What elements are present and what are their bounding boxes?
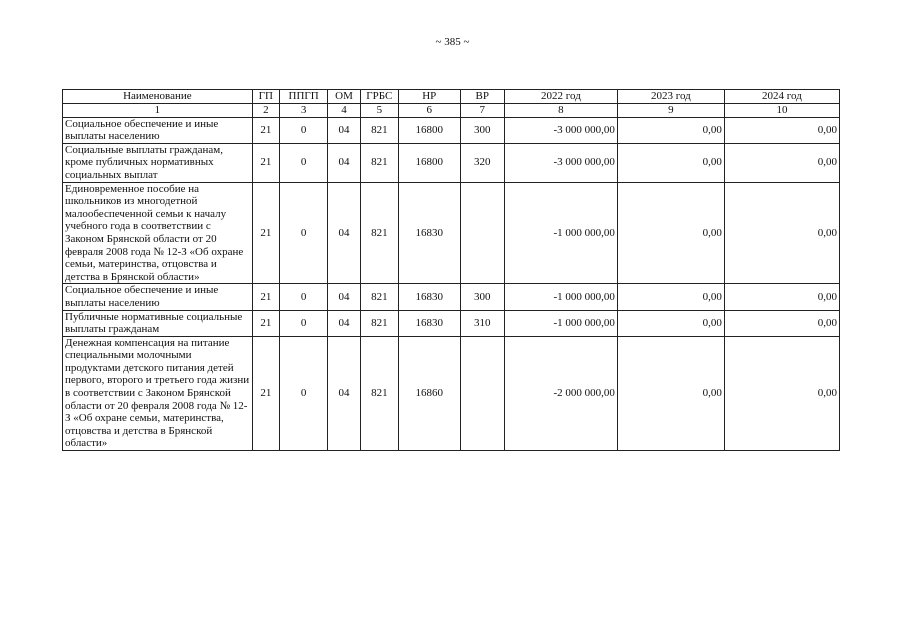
cell-2024: 0,00	[724, 117, 839, 143]
cell-2022: -1 000 000,00	[504, 182, 617, 284]
column-number: 5	[360, 104, 398, 118]
cell-gp: 21	[252, 143, 279, 182]
table-row	[63, 143, 840, 182]
cell-gp: 21	[252, 182, 279, 284]
cell-grbs: 821	[360, 336, 398, 450]
column-number: 9	[617, 104, 724, 118]
cell-gp: 21	[252, 284, 279, 310]
cell-2022: -3 000 000,00	[504, 143, 617, 182]
cell-2022: -1 000 000,00	[504, 284, 617, 310]
table-row	[63, 117, 840, 143]
header-om: ОМ	[328, 90, 360, 104]
cell-ppgp: 0	[279, 336, 327, 450]
header-grbs: ГРБС	[360, 90, 398, 104]
cell-2023: 0,00	[617, 310, 724, 336]
cell-grbs: 821	[360, 182, 398, 284]
cell-grbs: 821	[360, 143, 398, 182]
header-name: Наименование	[63, 90, 253, 104]
table-row	[63, 284, 840, 310]
cell-gp: 21	[252, 310, 279, 336]
cell-om: 04	[328, 117, 360, 143]
cell-vr	[460, 336, 504, 450]
cell-nr: 16800	[398, 143, 460, 182]
page-number: ~ 385 ~	[435, 36, 470, 48]
cell-2022: -2 000 000,00	[504, 336, 617, 450]
cell-om: 04	[328, 336, 360, 450]
cell-om: 04	[328, 182, 360, 284]
header-row	[63, 90, 840, 104]
cell-2023: 0,00	[617, 117, 724, 143]
column-number: 3	[279, 104, 327, 118]
header-2023: 2023 год	[617, 90, 724, 104]
header-vr: ВР	[460, 90, 504, 104]
cell-2023: 0,00	[617, 182, 724, 284]
cell-grbs: 821	[360, 310, 398, 336]
row-name: Денежная компенсация на питание специальными молочными продуктами детского питания детей первого, второго и третьего года жизни в соответствии с Законом Брянской области от 20 февраля 2008 года № 12-З «Об охране семьи, материнства, отцовства и детства в Брянской области»	[63, 336, 253, 450]
cell-gp: 21	[252, 117, 279, 143]
cell-ppgp: 0	[279, 117, 327, 143]
cell-2024: 0,00	[724, 336, 839, 450]
table-row	[63, 182, 840, 284]
column-number: 1	[63, 104, 253, 118]
cell-2022: -1 000 000,00	[504, 310, 617, 336]
column-number: 7	[460, 104, 504, 118]
column-number-row	[63, 104, 840, 118]
table-row	[63, 310, 840, 336]
cell-2023: 0,00	[617, 336, 724, 450]
cell-nr: 16830	[398, 310, 460, 336]
header-2024: 2024 год	[724, 90, 839, 104]
row-name: Социальное обеспечение и иные выплаты населению	[63, 284, 253, 310]
row-name: Единовременное пособие на школьников из многодетной малообеспеченной семьи к началу учебного года в соответствии с Законом Брянской области от 20 февраля 2008 года № 12-З «Об охране семьи, материнства, отцовства и детства в Брянской области»	[63, 182, 253, 284]
cell-ppgp: 0	[279, 310, 327, 336]
cell-vr: 300	[460, 117, 504, 143]
cell-vr: 310	[460, 310, 504, 336]
cell-vr	[460, 182, 504, 284]
column-number: 2	[252, 104, 279, 118]
header-ppgp: ППГП	[279, 90, 327, 104]
cell-om: 04	[328, 284, 360, 310]
cell-2024: 0,00	[724, 284, 839, 310]
row-name: Социальные выплаты гражданам, кроме публичных нормативных социальных выплат	[63, 143, 253, 182]
header-gp: ГП	[252, 90, 279, 104]
cell-nr: 16860	[398, 336, 460, 450]
header-nr: НР	[398, 90, 460, 104]
cell-vr: 320	[460, 143, 504, 182]
cell-2023: 0,00	[617, 143, 724, 182]
cell-2024: 0,00	[724, 182, 839, 284]
cell-grbs: 821	[360, 284, 398, 310]
header-2022: 2022 год	[504, 90, 617, 104]
budget-table	[62, 89, 840, 451]
cell-ppgp: 0	[279, 143, 327, 182]
table-row	[63, 336, 840, 450]
cell-vr: 300	[460, 284, 504, 310]
cell-nr: 16830	[398, 182, 460, 284]
column-number: 4	[328, 104, 360, 118]
cell-2022: -3 000 000,00	[504, 117, 617, 143]
column-number: 6	[398, 104, 460, 118]
column-number: 8	[504, 104, 617, 118]
row-name: Публичные нормативные социальные выплаты гражданам	[63, 310, 253, 336]
row-name: Социальное обеспечение и иные выплаты населению	[63, 117, 253, 143]
cell-ppgp: 0	[279, 284, 327, 310]
cell-gp: 21	[252, 336, 279, 450]
cell-om: 04	[328, 143, 360, 182]
cell-nr: 16830	[398, 284, 460, 310]
cell-nr: 16800	[398, 117, 460, 143]
column-number: 10	[724, 104, 839, 118]
cell-om: 04	[328, 310, 360, 336]
cell-2024: 0,00	[724, 310, 839, 336]
cell-grbs: 821	[360, 117, 398, 143]
cell-2024: 0,00	[724, 143, 839, 182]
cell-2023: 0,00	[617, 284, 724, 310]
cell-ppgp: 0	[279, 182, 327, 284]
